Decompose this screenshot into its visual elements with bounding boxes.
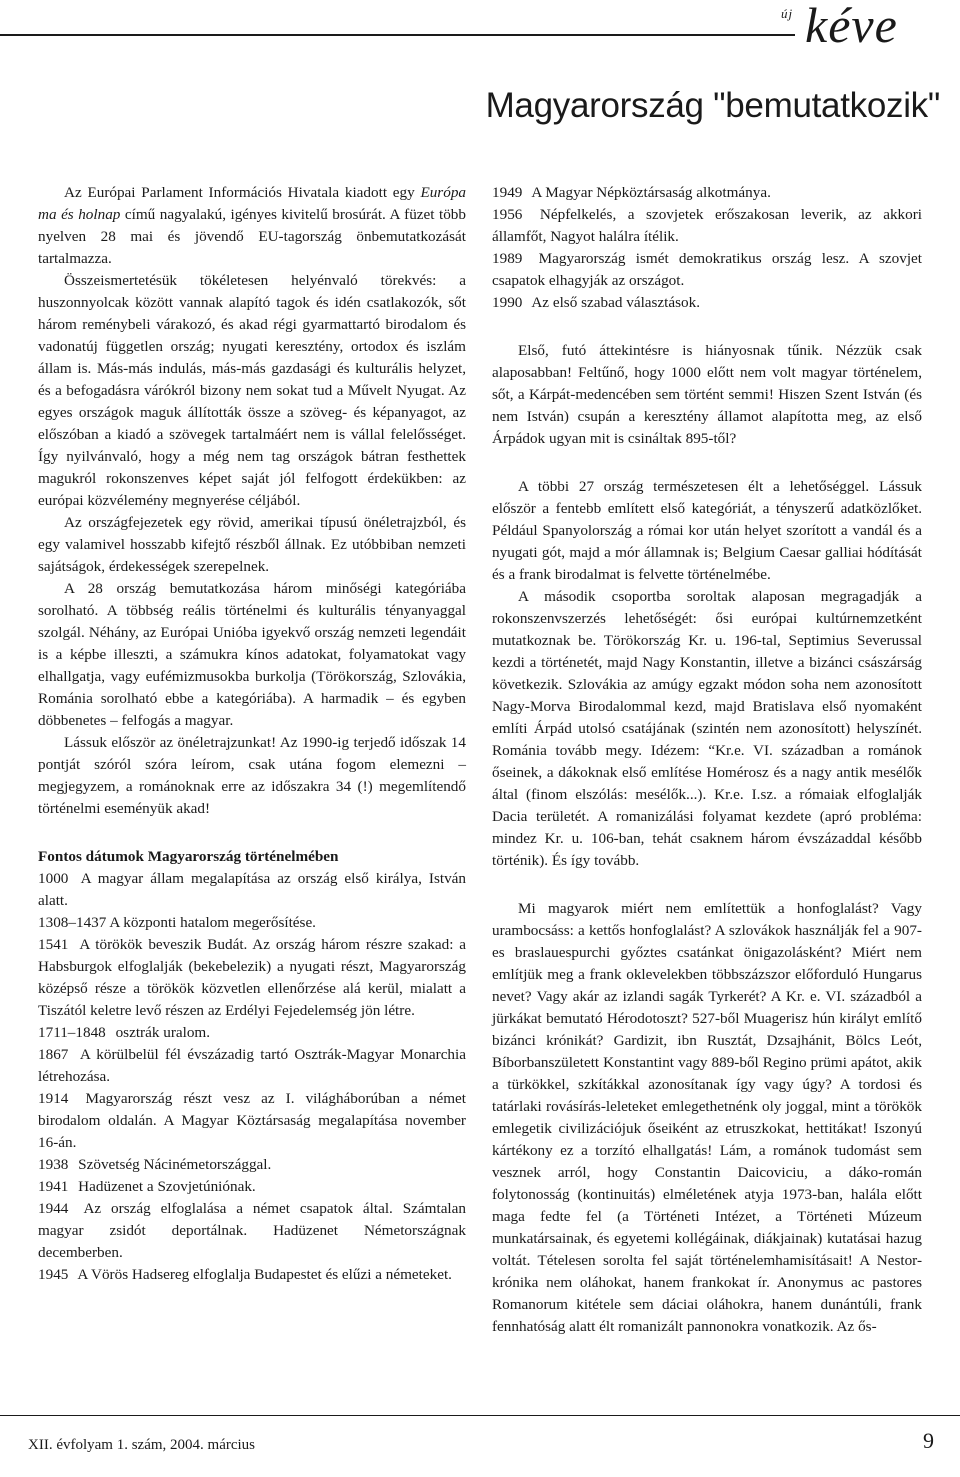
dates-list xyxy=(38,868,466,1286)
date-item: 1867 A körülbelül fél évszázadig tartó Osztrák-Magyar Monarchia létrehozása. xyxy=(38,1046,466,1085)
footer-rule xyxy=(0,1415,960,1416)
page-number: 9 xyxy=(923,1428,934,1453)
date-item: 1989 Magyarország ismét demokratikus ország lesz. A szovjet csapatok elhagyják az országot. xyxy=(492,250,922,289)
dates-heading: Fontos dátumok Magyarország történelmében xyxy=(38,848,339,865)
right-dates-list xyxy=(492,182,922,314)
issue-info: XII. évfolyam 1. szám, 2004. március xyxy=(28,1437,256,1453)
body-paragraph: Első, futó áttekintésre is hiányosnak tűnik. Nézzük csak alaposabban! Feltűnő, hogy 1000 előtt nem volt magyar történelem, sőt, a Kárpát-medencében sem történt semmi! Hiszen Szent István (és nem István) csupán a keresztény államot alapította meg, az első Árpádok ugyan mit is csináltak 895-től? xyxy=(492,342,922,447)
body-paragraph: A második csoportba soroltak alaposan megragadják a rokonszenvszerzés lehetőségét: ősi európai kultúrnemzetként mutatkoznak be. Törökország Kr. u. 196-tal, Septimius Severussal kezdi a történetét, majd Nagy Konstantin, illetve a bizánci császárság következik. Szlovákia az amúgy egzakt módon soha nem azonosított Nagy-Morva Birodalommal kezd, majd Bratislava első nyomaként említi Árpád utolsó csatájának (szintén nem azonosított) helyszínét. Románia tovább megy. Idézem: “Kr.e. VI. században a románok őseinek, a dákoknak első említése Homérosz és a nagy antik mesélők által (finom elszólás: mesélők...). Kr.e. I.sz. a rómaiak elfoglalják Dacia területét. A romanizálási folyamat kezdete (apró probléma: mindez Kr. u. 106-ban, tehát csaknem három évszázaddal később történik). És így tovább. xyxy=(492,588,922,869)
logo-small: új xyxy=(781,6,794,21)
logo-main: kéve xyxy=(805,0,898,53)
body-paragraph: Az országfejezetek egy rövid, amerikai típusú önéletrajzból, és egy valamivel hosszabb kifejtő részből állnak. Ez utóbbiban nemzeti sajátságok, érdekességek szerepelnek. xyxy=(38,514,466,575)
body-paragraph: Összeismertetésük tökéletesen helyénvaló törekvés: a huszonnyolcak között vannak alapító tagok és idén csatlakozók, sőt három reménybeli várakozó, és akad régi gyarmattartó birodalom és vadonatúj független ország; nyugati keresztény, ortodox és iszlám állam is. Más-más indulás, más-más gazdasági és kulturális helyzet, és a befogadásra várókról bizony nem sokat tud a Művelt Nyugat. Az egyes országok maguk állították össze a szöveg- és képanyagot, az előszóban a kiadó a szövegek tartalmáért nem is vállal felelősséget. Így nyilvánvaló, hogy a még nem tag országok bátran festhettek magukról rokonszenves képet saját jól felfogott érdekükben: az európai közvélemény megnyerése céljából. xyxy=(38,272,466,509)
left-column xyxy=(38,182,466,1286)
date-item: 1990 Az első szabad választások. xyxy=(492,294,701,311)
right-column xyxy=(492,182,922,1338)
date-item: 1914 Magyarország részt vesz az I. világháborúban a német birodalom oldalán. A Magyar Köztársaság megalapítása november 16-án. xyxy=(38,1090,466,1151)
body-paragraph: Mi magyarok miért nem említettük a honfoglalást? Vagy urambocsáss: a kettős honfoglalást? A szlovákok használják fel a 907-es braslauespurchi győztes csatánkat önigazolásként? Miért nem említjük meg a frank oklevelekben többszázszor előforduló Hungarus nevet? Vagy akár az izlandi sagák Tyrkerét? A Kr. e. VI. századból a jürkákat bemutató Hérodotoszt? 527-ből Muagerisz hún királyt említő bizánci krónikát? Gardizit, ibn Rusztát, Dzsajhánit, Bölcs Leót, Bíborbanszületett Konstantint vagy 889-ből Regino prümi apátot, akik a türkökkel, szkítákkal azonosítanak így vagy úgy? A tordosi és tatárlaki rovásírás-leleteket emlegethetnénk oly joggal, mint a törökök emlegetik civilizációjuk őseiként az etruszkokat, hettitákat! Iszonyú kártékony ez a torzító elhallgatás! Lám, a románok tudomást sem vesznek arról, hogy Constantin Daicoviciu, a dáko-román folytonosság (kontinuitás) elméletének atyja 1973-ban, halála előtt maga fedte fel (a Történeti Intézet, a Történeti Múzeum munkatársainak, és egyetemi kollégáinak, diákjainak) kutatásai hazug voltát. Tételesen sorolta fel saját történelemhamisításait! A Nestor-krónika nem oláhokat, hanem frankokat ír. Anonymus ac pastores Romanorum kitétele sem dáciai oláhokra, hanem dunántúli, frank fennhatóság alatt élt romanizált pannonokra vonatkozik. Az ős- xyxy=(492,900,922,1335)
body-paragraph: Lássuk először az önéletrajzunkat! Az 1990-ig terjedő időszak 14 pontját szóról szóra leírom, csak utána fogom elemezni – megjegyzem, a románoknak erre az időszakra 34 (!) megemlítendő történelmi eseményük akad! xyxy=(38,734,466,817)
date-item: 1945 A Vörös Hadsereg elfoglalja Budapestet és elűzi a németeket. xyxy=(38,1266,452,1283)
date-item: 1308–1437 A központi hatalom megerősítése. xyxy=(38,914,316,931)
masthead-rule xyxy=(0,34,795,36)
date-item: 1938 Szövetség Nácinémetországgal. xyxy=(38,1156,272,1173)
date-item: 1541 A törökök beveszik Budát. Az ország három részre szakad: a Habsburgok elfoglalják (bekebelezik) a nyugati részt, Magyarország középső része a törökök közvetlen ellenőrzése alá kerül, mialatt a Tiszától keletre levő részen az Erdélyi Fejedelemség jön létre. xyxy=(38,936,466,1019)
body-paragraph: A többi 27 ország természetesen élt a lehetőséggel. Lássuk először a fentebb említett első kategóriát, a tényszerű adatközlőket. Például Spanyolország a római kor után helyet szorított a vandál és a nyugati gót, majd a mór államnak is; Belgium Caesar galliai hódítását és a frank birodalmat is felvette történelmébe. xyxy=(492,478,922,583)
article-title: Magyarország "bemutatkozik" xyxy=(485,86,940,125)
date-item: 1956 Népfelkelés, a szovjetek erőszakosan leverik, az akkori államfőt, Nagyot halálra ítélik. xyxy=(492,206,923,245)
intro-paragraph: Az Európai Parlament Információs Hivatala kiadott egy Európa ma és holnap című nagyalakú, igényes kivitelű brosúrát. A füzet több nyelven 28 mai és jövendő EU-tagország önbemutatkozását tartalmazza. xyxy=(38,184,466,267)
date-item: 1000 A magyar állam megalapítása az ország első királya, István alatt. xyxy=(38,870,467,909)
masthead xyxy=(0,0,960,53)
body-paragraph: A 28 ország bemutatkozása három minőségi kategóriába sorolható. A többség reális történelmi és kulturális tényanyaggal szolgál. Néhány, az Európai Unióba igyekvő ország nemzeti legendáit is a képbe illeszti, a számukra kínos adatokat, folyamatokat vagy elhallgatja, vagy eufémizmusokba burkolja (Törökország, Szlovákia, Románia sorolható ebbe a kategóriába). A harmadik – és egyben döbbenetes – felfogás a magyar. xyxy=(38,580,466,729)
date-item: 1711–1848 osztrák uralom. xyxy=(38,1024,211,1041)
brochure-title: Európa ma és holnap xyxy=(38,184,466,223)
date-item: 1949 A Magyar Népköztársaság alkotmánya. xyxy=(492,184,771,201)
date-item: 1944 Az ország elfoglalása a német csapatok által. Számtalan magyar zsidót deportálnak. Hadüzenet Németországnak decemberben. xyxy=(38,1200,466,1261)
date-item: 1941 Hadüzenet a Szovjetúniónak. xyxy=(38,1178,256,1195)
